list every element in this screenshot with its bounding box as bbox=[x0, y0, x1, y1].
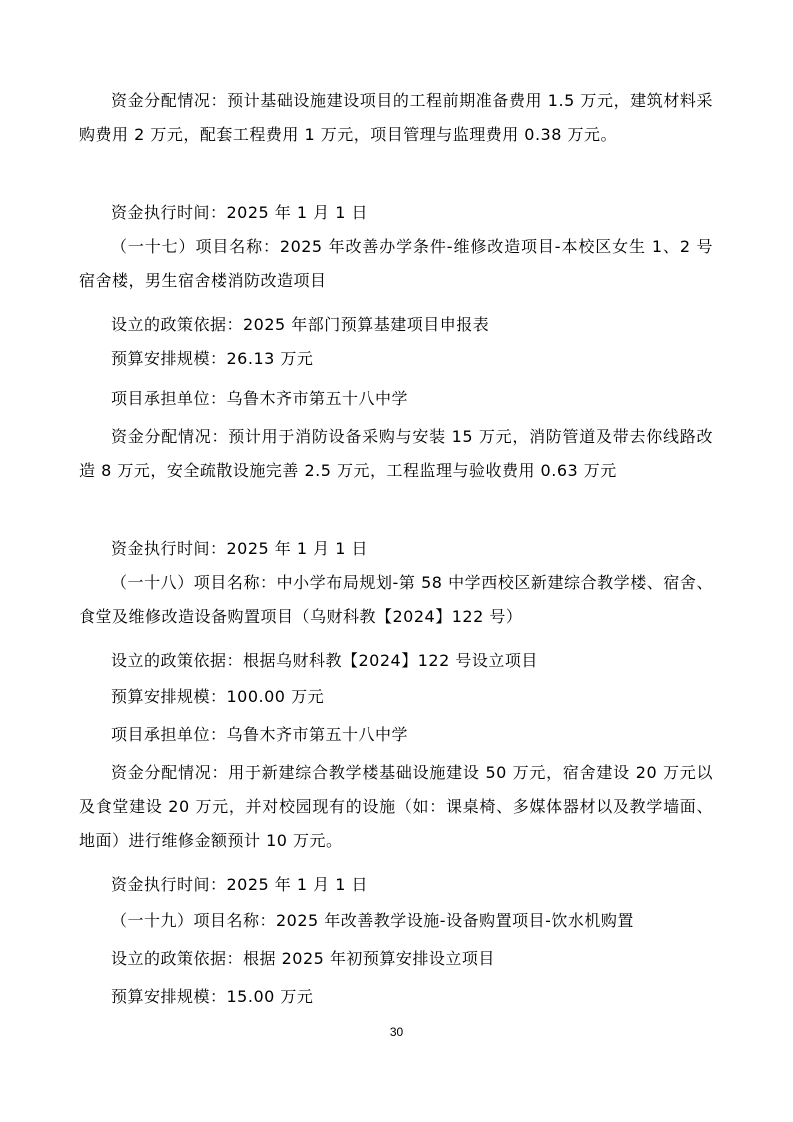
paragraph-budget-scale-18: 预算安排规模：100.00 万元 bbox=[111, 687, 325, 706]
paragraph-undertaking-unit-18: 项目承担单位：乌鲁木齐市第五十八中学 bbox=[111, 725, 409, 744]
paragraph-execution-time-18: 资金执行时间：2025 年 1 月 1 日 bbox=[111, 875, 369, 894]
paragraph-project-name-17: （一十七）项目名称：2025 年改善办学条件-维修改造项目-本校区女生 1、2 号宿舍楼，男生宿舍楼消防改造项目 bbox=[79, 237, 713, 290]
paragraph-fund-allocation-16: 资金分配情况：预计基础设施建设项目的工程前期准备费用 1.5 万元，建筑材料采购费用 2 万元，配套工程费用 1 万元，项目管理与监理费用 0.38 万元。 bbox=[79, 91, 713, 144]
paragraph-policy-basis-19: 设立的政策依据：根据 2025 年初预算安排设立项目 bbox=[111, 949, 495, 968]
paragraph-execution-time-16: 资金执行时间：2025 年 1 月 1 日 bbox=[111, 203, 369, 222]
page-number: 30 bbox=[389, 1025, 404, 1039]
paragraph-project-name-18: （一十八）项目名称：中小学布局规划-第 58 中学西校区新建综合教学楼、宿舍、食堂及维修改造设备购置项目（乌财科教【2024】122 号） bbox=[79, 573, 713, 626]
paragraph-policy-basis-18: 设立的政策依据：根据乌财科教【2024】122 号设立项目 bbox=[111, 651, 538, 670]
paragraph-budget-scale-19: 预算安排规模：15.00 万元 bbox=[111, 987, 314, 1006]
paragraph-policy-basis-17: 设立的政策依据：2025 年部门预算基建项目申报表 bbox=[111, 315, 490, 334]
paragraph-budget-scale-17: 预算安排规模：26.13 万元 bbox=[111, 349, 314, 368]
paragraph-execution-time-17: 资金执行时间：2025 年 1 月 1 日 bbox=[111, 539, 369, 558]
paragraph-fund-allocation-18: 资金分配情况：用于新建综合教学楼基础设施建设 50 万元，宿舍建设 20 万元以及食堂建设 20 万元，并对校园现有的设施（如：课桌椅、多媒体器材以及教学墙面、地面）进行维修金额预计 10 万元。 bbox=[79, 763, 713, 850]
paragraph-undertaking-unit-17: 项目承担单位：乌鲁木齐市第五十八中学 bbox=[111, 389, 409, 408]
paragraph-project-name-19: （一十九）项目名称：2025 年改善教学设施-设备购置项目-饮水机购置 bbox=[111, 911, 634, 930]
paragraph-fund-allocation-17: 资金分配情况：预计用于消防设备采购与安装 15 万元，消防管道及带去你线路改造 8 万元，安全疏散设施完善 2.5 万元，工程监理与验收费用 0.63 万元 bbox=[79, 427, 713, 480]
